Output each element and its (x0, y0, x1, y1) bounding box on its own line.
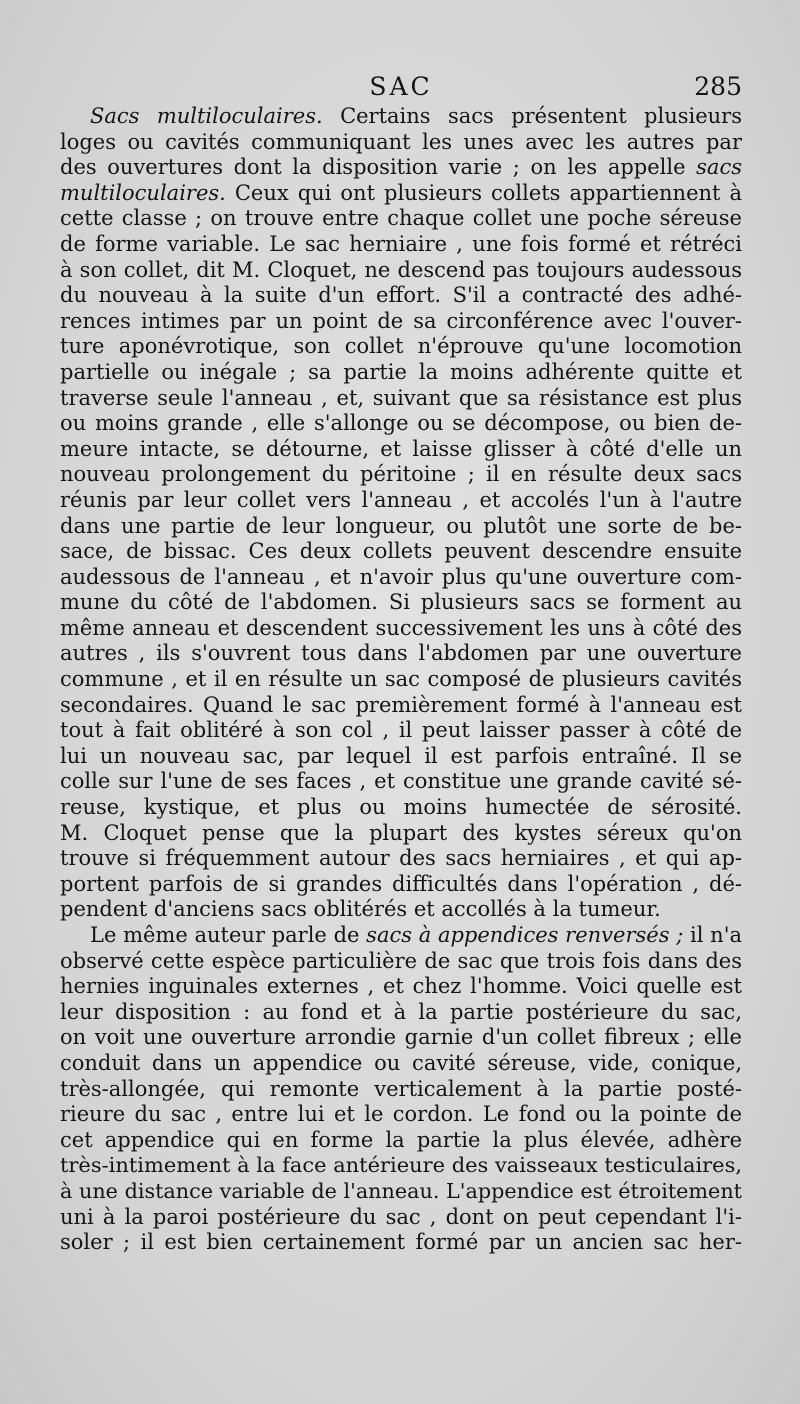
line-text: très-allongée, qui remonte verticalement à la partie posté- (60, 1076, 742, 1101)
line-text: portent parfois de si grandes difficultés dans l'opération , dé- (60, 871, 742, 896)
line-text: tout à fait oblitéré à son col , il peut laisser passer à côté de (60, 718, 742, 743)
text-line (60, 1230, 742, 1256)
line-text: meure intacte, se détourne, et laisse glisser à côté d'elle un (60, 436, 742, 461)
line-text: ture aponévrotique, son collet n'éprouve qu'une locomotion (60, 334, 742, 359)
text-line (60, 1077, 742, 1103)
italic-text: multiloculaires. (60, 180, 226, 205)
text-line (60, 616, 742, 642)
line-text: partielle ou inégale ; sa partie la moins adhérente quitte et (60, 359, 742, 384)
line-text: il n'a (683, 923, 742, 947)
line-text: Ceux qui ont plusieurs collets appartiennent à (225, 180, 742, 205)
text-line (60, 360, 742, 386)
line-text: trouve si fréquemment autour des sacs herniaires , et qui ap- (60, 846, 742, 871)
text-line (60, 1025, 742, 1051)
line-text: ou moins grande , elle s'allonge ou se décompose, ou bien de- (60, 411, 742, 436)
text-line (60, 539, 742, 565)
line-text: pendent d'anciens sacs oblitérés et accollés à la tumeur. (60, 897, 661, 922)
line-text: M. Cloquet pense que la plupart des kystes séreux qu'on (60, 820, 742, 845)
text-line (60, 130, 742, 156)
italic-text: Sacs multiloculaires. (90, 104, 323, 128)
line-text: secondaires. Quand le sac premièrement formé à l'anneau est (60, 692, 742, 717)
line-text: de forme variable. Le sac herniaire , une fois formé et rétréci (60, 231, 742, 256)
line-text: reuse, kystique, et plus ou moins humectée de sérosité. (60, 795, 742, 820)
line-text: traverse seule l'anneau , et, suivant que sa résistance est plus (60, 385, 742, 410)
text-line (60, 769, 742, 795)
page-header (60, 72, 742, 102)
text-line (60, 667, 742, 693)
line-text: dans une partie de leur longueur, ou plutôt une sorte de be- (60, 513, 742, 538)
text-line (60, 258, 742, 284)
text-line (60, 181, 742, 207)
line-text: colle sur l'une de ses faces , et constitue une grande cavité sé- (60, 769, 742, 794)
line-text: rences intimes par un point de sa circonférence avec l'ouver- (60, 308, 742, 333)
line-text: uni à la paroi postérieure du sac , dont on peut cependant l'i- (60, 1204, 742, 1229)
line-text: loges ou cavités communiquant les unes avec les autres par (60, 129, 742, 154)
line-text: observé cette espèce particulière de sac que trois fois dans des (60, 948, 742, 973)
line-text: des ouvertures dont la disposition varie ; on les appelle (60, 155, 697, 180)
text-line (60, 104, 742, 130)
line-text: Le même auteur parle de (90, 923, 367, 947)
text-line (60, 488, 742, 514)
text-line (60, 974, 742, 1000)
line-text: à une distance variable de l'anneau. L'appendice est étroitement (60, 1178, 742, 1203)
text-line (60, 872, 742, 898)
text-line (60, 1102, 742, 1128)
text-line (60, 411, 742, 437)
text-line (60, 795, 742, 821)
line-text: à son collet, dit M. Cloquet, ne descend pas toujours audessous (60, 257, 742, 282)
text-line (60, 590, 742, 616)
line-text: audessous de l'anneau , et n'avoir plus qu'une ouverture com- (60, 564, 742, 589)
text-line (60, 1179, 742, 1205)
line-text: mune du côté de l'abdomen. Si plusieurs sacs se forment au (60, 590, 742, 615)
text-line (60, 846, 742, 872)
text-line (60, 718, 742, 744)
text-line (60, 1153, 742, 1179)
line-text: cette classe ; on trouve entre chaque collet une poche séreuse (60, 206, 742, 231)
text-line (60, 1205, 742, 1231)
text-line (60, 232, 742, 258)
text-line (60, 206, 742, 232)
text-line (60, 309, 742, 335)
text-line (60, 1000, 742, 1026)
text-line (60, 641, 742, 667)
text-line (60, 334, 742, 360)
text-line (60, 897, 742, 923)
line-text: très-intimement à la face antérieure des vaisseaux testiculaires, (60, 1153, 742, 1178)
text-line (60, 283, 742, 309)
line-text: soler ; il est bien certainement formé par un ancien sac her- (60, 1230, 742, 1255)
text-line (60, 386, 742, 412)
text-line (60, 565, 742, 591)
line-text: du nouveau à la suite d'un effort. S'il a contracté des adhé- (60, 283, 742, 308)
line-text: réunis par leur collet vers l'anneau , et accolés l'un à l'autre (60, 487, 742, 512)
line-text: conduit dans un appendice ou cavité séreuse, vide, conique, (60, 1050, 742, 1075)
italic-text: sacs (696, 155, 742, 180)
line-text: hernies inguinales externes , et chez l'homme. Voici quelle est (60, 974, 742, 999)
text-line (60, 923, 742, 949)
text-line (60, 1128, 742, 1154)
text-line (60, 462, 742, 488)
line-text: commune , et il en résulte un sac composé de plusieurs cavités (60, 667, 742, 692)
line-text: cet appendice qui en forme la partie la plus élevée, adhère (60, 1127, 742, 1152)
line-text: sace, de bissac. Ces deux collets peuvent descendre ensuite (60, 539, 742, 564)
text-line (60, 155, 742, 181)
line-text: lui un nouveau sac, par lequel il est parfois entraîné. Il se (60, 743, 742, 768)
body-text (60, 104, 742, 1256)
page-number: 285 (694, 72, 742, 101)
text-line (60, 437, 742, 463)
running-head: SAC (369, 72, 433, 101)
line-text: on voit une ouverture arrondie garnie d'un collet fibreux ; elle (60, 1025, 742, 1050)
line-text: rieure du sac , entre lui et le cordon. Le fond ou la pointe de (60, 1102, 742, 1127)
text-line (60, 744, 742, 770)
line-text: autres , ils s'ouvrent tous dans l'abdomen par une ouverture (60, 641, 742, 666)
line-text: Certains sacs présentent plusieurs (322, 104, 742, 128)
text-line (60, 514, 742, 540)
text-line (60, 693, 742, 719)
line-text: même anneau et descendent successivement les uns à côté des (60, 615, 742, 640)
text-line (60, 821, 742, 847)
line-text: leur disposition : au fond et à la partie postérieure du sac, (60, 999, 742, 1024)
italic-text: sacs à appendices renversés ; (366, 923, 684, 947)
text-line (60, 1051, 742, 1077)
line-text: nouveau prolongement du péritoine ; il en résulte deux sacs (60, 462, 742, 487)
text-line (60, 949, 742, 975)
